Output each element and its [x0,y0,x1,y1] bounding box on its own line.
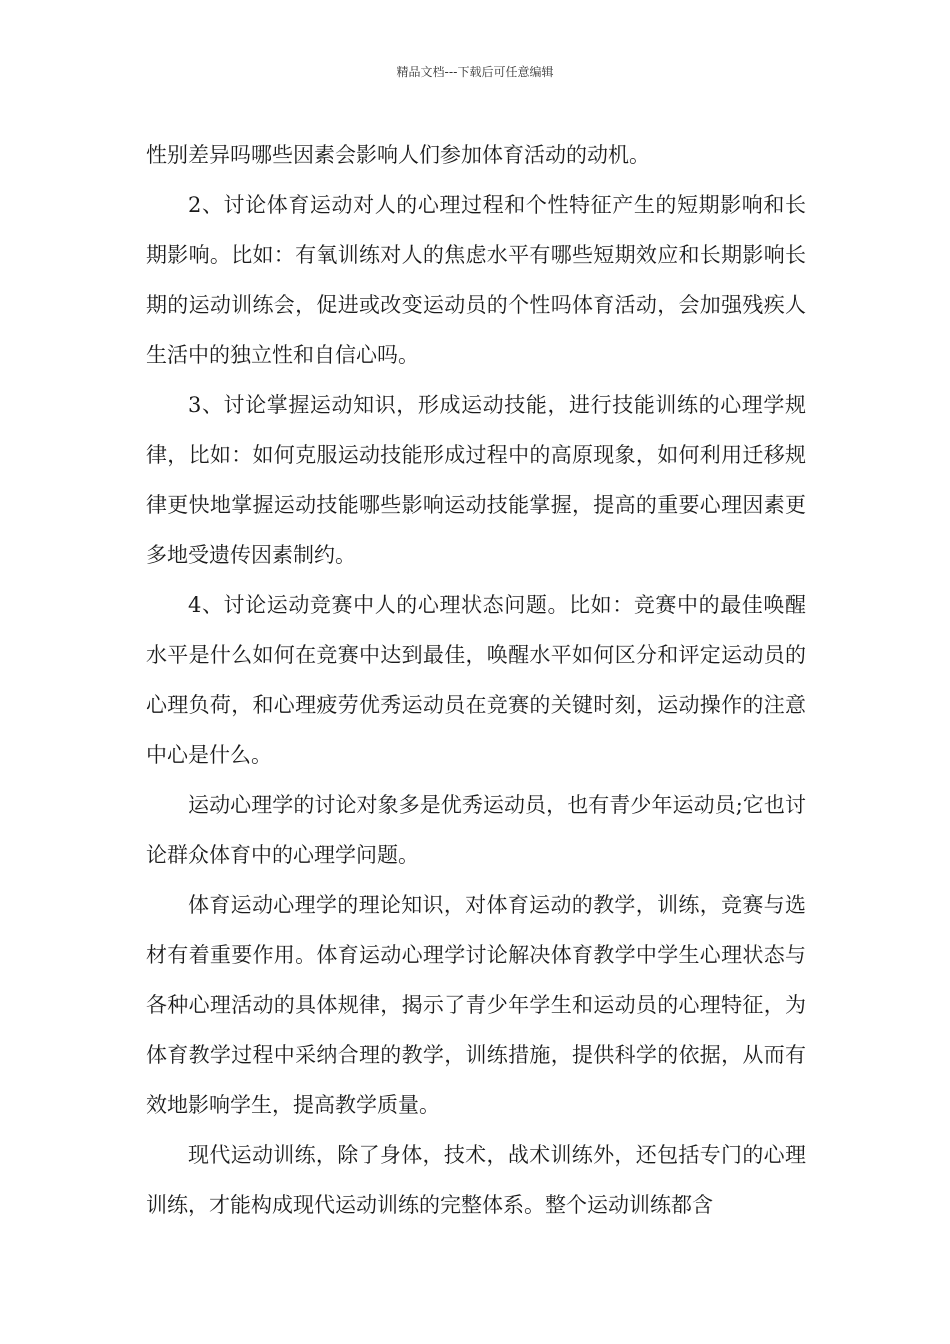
paragraph-5: 运动心理学的讨论对象多是优秀运动员，也有青少年运动员;它也讨论群众体育中的心理学问题。 [146,793,806,867]
paragraph-2: 2、讨论体育运动对人的心理过程和个性特征产生的短期影响和长期影响。比如：有氧训练对人的焦虑水平有哪些短期效应和长期影响长期的运动训练会，促进或改变运动员的个性吗体育活动，会加强残疾人生活中的独立性和自信心吗。 [146,193,806,367]
paragraph-7: 现代运动训练，除了身体，技术，战术训练外，还包括专门的心理训练，才能构成现代运动训练的完整体系。整个运动训练都含 [146,1143,806,1217]
paragraph-4: 4、讨论运动竞赛中人的心理状态问题。比如：竞赛中的最佳唤醒水平是什么如何在竞赛中达到最佳，唤醒水平如何区分和评定运动员的心理负荷，和心理疲劳优秀运动员在竞赛的关键时刻，运动操作的注意中心是什么。 [146,593,806,767]
page-header: 精品文档---下载后可任意编辑 [396,65,554,79]
paragraph-1: 性别差异吗哪些因素会影响人们参加体育活动的动机。 [146,143,650,167]
paragraph-3: 3、讨论掌握运动知识，形成运动技能，进行技能训练的心理学规律，比如：如何克服运动技能形成过程中的高原现象，如何利用迁移规律更快地掌握运动技能哪些影响运动技能掌握，提高的重要心理因素更多地受遗传因素制约。 [146,393,806,567]
paragraph-6: 体育运动心理学的理论知识，对体育运动的教学，训练，竞赛与选材有着重要作用。体育运动心理学讨论解决体育教学中学生心理状态与各种心理活动的具体规律，揭示了青少年学生和运动员的心理特征，为体育教学过程中采纳合理的教学，训练措施，提供科学的依据，从而有效地影响学生，提高教学质量。 [146,893,806,1117]
document-body [146,130,806,1230]
